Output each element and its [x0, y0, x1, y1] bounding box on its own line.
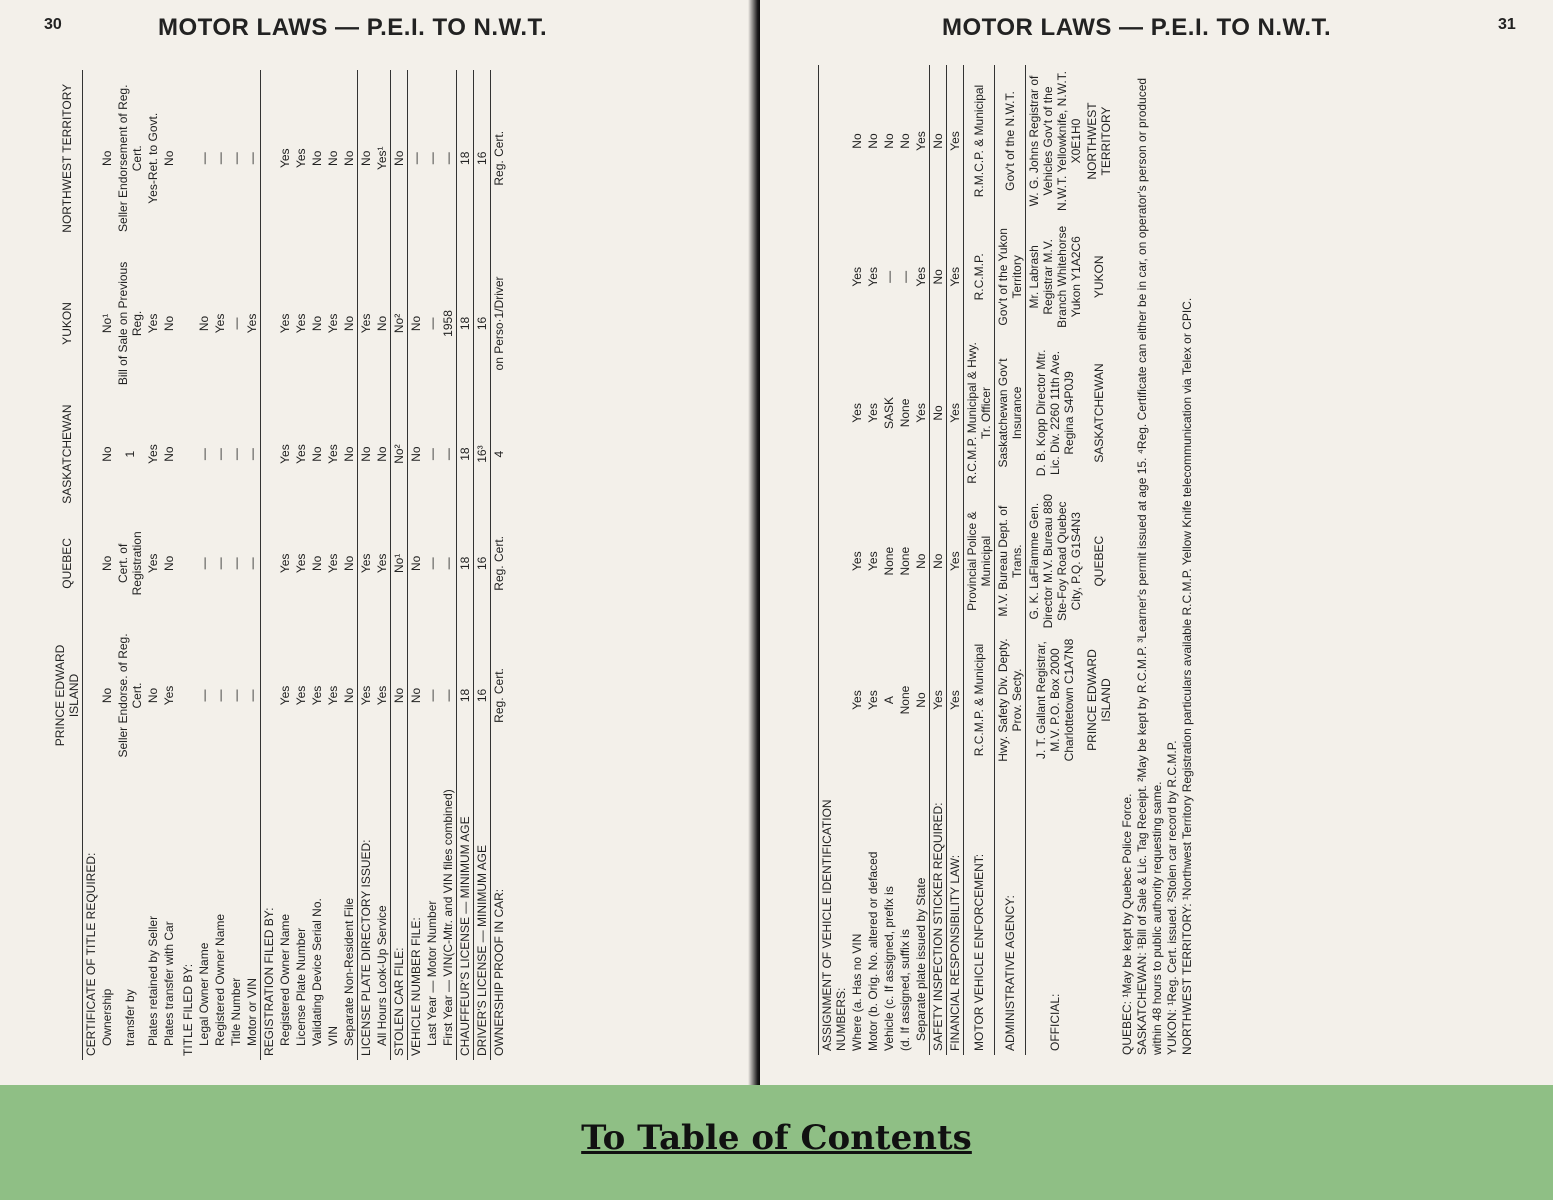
row-label: Vehicle (c. If assigned, prefix is: [882, 886, 896, 1051]
table-cell: —: [441, 152, 455, 165]
table-cell: Yes: [914, 131, 928, 151]
table-cell: Yes: [850, 403, 864, 423]
table-cell: No: [391, 70, 408, 247]
table-cell: Yes: [914, 267, 928, 287]
table-cell: None: [882, 546, 896, 576]
table-row: [995, 65, 1026, 1055]
table-cell: Seller Endorsement of Reg. Cert.: [116, 84, 144, 232]
table-cell: Gov't of the N.W.T.: [995, 65, 1026, 217]
column-header: PRINCE EDWARD ISLAND: [1085, 649, 1113, 751]
table-cell: Reg. Cert.: [491, 508, 508, 619]
table-cell: [261, 508, 278, 619]
table-row: [491, 70, 508, 1060]
table-cell: M.V. Bureau Dept. of Trans.: [995, 489, 1026, 633]
table-cell: 18: [457, 247, 474, 401]
table-row: [474, 70, 491, 1060]
table-cell: [177, 70, 196, 247]
table-cell: —: [245, 152, 259, 165]
table-cell: No: [162, 446, 176, 462]
table-cell: No: [850, 133, 864, 149]
table-cell: Yes: [326, 444, 340, 464]
table-cell: D. B. Kopp Director Mtr. Lic. Div. 2260 11th Ave. Regina S4P0J9: [1026, 337, 1085, 490]
table-cell: No: [162, 150, 176, 166]
footnote: QUEBEC: ¹May be kept by Quebec Police Force.: [1120, 793, 1134, 1055]
table-cell: Yes: [947, 489, 964, 633]
table-cell: No: [930, 65, 947, 217]
right-page: [760, 0, 1553, 1085]
table-cell: No: [342, 315, 356, 332]
row-label: transfer by: [123, 989, 137, 1046]
table-cell: [83, 619, 100, 772]
table-cell: No: [100, 150, 114, 166]
table-cell: Yes: [146, 553, 160, 574]
row-label: ASSIGNMENT OF VEHICLE IDENTIFICATION NUMBERS:: [819, 767, 850, 1055]
column-header: SASKATCHEWAN: [1092, 363, 1106, 463]
table-cell: Reg. Cert.: [491, 619, 508, 772]
table-cell: [819, 65, 850, 217]
table-cell: 16: [474, 619, 491, 772]
table-cell: Yes: [294, 444, 308, 464]
table-cell: Yes: [947, 633, 964, 767]
table-cell: Yes: [278, 313, 292, 334]
table-cell: —: [425, 152, 439, 165]
row-label: OWNERSHIP PROOF IN CAR:: [491, 772, 508, 1060]
table-cell: 4: [491, 400, 508, 507]
table-cell: —: [229, 448, 243, 461]
footnote: SASKATCHEWAN: ¹Bill of Sale & Lic. Tag Receipt. ²May be kept by R.C.M.P. ³Learner's permit issued at age 15. ⁴Reg. Certificate can either be in car, on operator's person or produced within 48 hours to public authority requesting same.: [1135, 77, 1164, 1055]
row-label: Registered Owner Name: [213, 913, 227, 1046]
table-cell: [261, 70, 278, 247]
table-row: [440, 70, 457, 1060]
table-cell: No: [408, 247, 425, 401]
table-cell: Mr. Labrash Registrar M.V. Branch Whitehorse Yukon Y1A2C6: [1026, 217, 1085, 337]
table-row: [309, 70, 325, 1060]
table-row: [865, 65, 881, 1055]
column-header: QUEBEC: [1092, 535, 1106, 587]
table-cell: Yes: [294, 685, 308, 706]
row-label: All Hours Look-Up Service: [375, 905, 389, 1046]
table-cell: No: [898, 133, 912, 149]
row-label: Ownership: [100, 988, 114, 1046]
table-cell: No: [342, 687, 356, 704]
table-cell: Yes: [375, 553, 389, 574]
table-cell: Yes: [866, 403, 880, 423]
table-row: [212, 70, 228, 1060]
table-cell: [83, 400, 100, 507]
table-cell: on Perso·1/Driver: [491, 247, 508, 401]
table-cell: Yes: [947, 337, 964, 490]
table-cell: No: [342, 555, 356, 572]
table-cell: Yes: [162, 685, 176, 706]
table-cell: Yes: [278, 148, 292, 169]
table-cell: [261, 247, 278, 401]
table-cell: —: [213, 152, 227, 165]
right-rotated-table: [818, 65, 1508, 1055]
table-cell: Yes: [326, 685, 340, 706]
table-cell: 16: [474, 70, 491, 247]
table-cell: —: [229, 689, 243, 702]
table-cell: —: [408, 70, 425, 247]
table-cell: —: [197, 152, 211, 165]
table-cell: A: [882, 696, 896, 705]
row-label: SAFETY INSPECTION STICKER REQUIRED:: [930, 767, 947, 1055]
row-label: Motor (b. Orig. No. altered or defaced: [866, 851, 880, 1051]
table-cell: Yes: [358, 619, 375, 772]
table-cell: [83, 508, 100, 619]
table-cell: Yes: [358, 508, 375, 619]
table-cell: Hwy. Safety Div. Depty. Prov. Secty.: [995, 633, 1026, 767]
table-cell: Yes: [866, 267, 880, 287]
table-cell: None: [898, 546, 912, 576]
table-cell: —: [441, 448, 455, 461]
table-cell: 18: [457, 70, 474, 247]
table-row: [177, 70, 196, 1060]
table-cell: R.C.M.P. Municipal & Hwy. Tr. Officer: [964, 337, 995, 490]
table-row: [424, 70, 440, 1060]
table-of-contents-link[interactable]: To Table of Contents: [581, 1118, 972, 1158]
table-cell: [261, 400, 278, 507]
left-rotated-table: [52, 70, 732, 1060]
table-cell: Cert. of Registration: [116, 531, 144, 596]
row-label: Registered Owner Name: [278, 913, 292, 1046]
table-cell: Yes: [310, 685, 324, 706]
table-cell: —: [197, 689, 211, 702]
row-label: FINANCIAL RESPONSIBILITY LAW:: [947, 767, 964, 1055]
table-cell: —: [245, 448, 259, 461]
row-label: Motor or VIN: [245, 977, 259, 1046]
table-cell: No: [100, 555, 114, 572]
table-cell: [819, 337, 850, 490]
table-cell: 16: [474, 508, 491, 619]
row-label: VIN: [326, 1025, 340, 1046]
table-cell: No: [914, 692, 928, 708]
table-cell: No: [391, 619, 408, 772]
table-row: [947, 65, 964, 1055]
table-cell: No: [342, 446, 356, 462]
table-cell: No: [375, 446, 389, 462]
table-cell: No: [162, 555, 176, 572]
table-cell: —: [245, 689, 259, 702]
table-cell: —: [425, 317, 439, 330]
table-cell: Yes: [914, 403, 928, 423]
table-cell: No: [930, 489, 947, 633]
table-cell: Yes: [326, 553, 340, 574]
page-number-left: 30: [44, 16, 62, 33]
table-cell: SASK: [882, 396, 896, 429]
table-cell: Yes: [245, 313, 259, 334]
motor-laws-table-left: [52, 70, 507, 1060]
motor-laws-table-right: [818, 65, 1114, 1055]
table-cell: Yes: [850, 551, 864, 571]
table-cell: [177, 400, 196, 507]
table-cell: R.C.M.P.: [964, 217, 995, 337]
table-row: [964, 65, 995, 1055]
table-cell: [83, 70, 100, 247]
row-label: Legal Owner Name: [197, 942, 211, 1046]
table-cell: No: [146, 687, 160, 704]
table-cell: R.C.M.P. & Municipal: [964, 633, 995, 767]
table-row: [358, 70, 375, 1060]
table-row: [849, 65, 865, 1055]
row-label: Last Year — Motor Number: [425, 900, 439, 1046]
header-spacer: [52, 772, 83, 1060]
table-cell: No: [408, 619, 425, 772]
table-cell: —: [425, 557, 439, 570]
table-cell: Yes¹: [375, 146, 389, 171]
row-label: Plates transfer with Car: [162, 921, 176, 1046]
column-header: PRINCE EDWARD ISLAND: [52, 619, 83, 772]
table-cell: Yes: [326, 313, 340, 334]
table-row: [913, 65, 930, 1055]
table-cell: Yes: [866, 690, 880, 710]
table-row: [457, 70, 474, 1060]
table-row: [277, 70, 293, 1060]
row-label: TITLE FILED BY:: [181, 963, 195, 1056]
table-cell: 1958: [441, 310, 455, 337]
table-cell: Yes: [947, 217, 964, 337]
table-cell: No: [326, 150, 340, 166]
table-cell: None: [898, 685, 912, 715]
table-cell: Yes: [146, 313, 160, 334]
table-cell: —: [197, 448, 211, 461]
table-row: [261, 70, 278, 1060]
table-cell: W. G. Johns Registrar of Vehicles Gov't of the N.W.T. Yellowknife, N.W.T. X0E1H0: [1026, 65, 1085, 217]
table-row: [115, 70, 145, 1060]
table-cell: No: [310, 555, 324, 572]
table-cell: 1: [123, 450, 137, 458]
left-page: [0, 0, 760, 1085]
table-cell: Gov't of the Yukon Territory: [995, 217, 1026, 337]
table-cell: [83, 247, 100, 401]
table-cell: [819, 489, 850, 633]
table-cell: Seller Endorse. of Reg. Cert.: [116, 633, 144, 758]
table-cell: Yes: [947, 65, 964, 217]
table-cell: No: [100, 687, 114, 704]
row-label: Title Number: [229, 977, 243, 1046]
table-row: [819, 65, 850, 1055]
table-cell: 18: [457, 400, 474, 507]
row-label: License Plate Number: [294, 927, 308, 1046]
table-cell: Yes: [278, 553, 292, 574]
table-cell: —: [229, 152, 243, 165]
table-row: [83, 70, 100, 1060]
table-cell: —: [245, 557, 259, 570]
table-cell: [177, 247, 196, 401]
table-cell: —: [882, 270, 896, 283]
table-cell: Yes: [850, 267, 864, 287]
table-cell: Bill of Sale on Previous Reg.: [116, 261, 144, 386]
table-cell: No: [408, 400, 425, 507]
table-cell: No: [882, 133, 896, 149]
table-cell: No: [162, 315, 176, 332]
table-cell: Yes: [294, 553, 308, 574]
table-cell: R.M.C.P. & Municipal: [964, 65, 995, 217]
column-header: YUKON: [52, 247, 83, 401]
table-cell: —: [229, 317, 243, 330]
table-cell: Yes-Ret. to Govt.: [146, 112, 160, 204]
table-cell: Yes: [866, 551, 880, 571]
row-label: (d. If assigned, suffix is: [898, 929, 912, 1051]
row-label: ADMINISTRATIVE AGENCY:: [995, 767, 1026, 1055]
row-label: First Year — VIN(C-Mtr. and VIN files combined): [441, 789, 455, 1046]
table-cell: No: [866, 133, 880, 149]
footnotes: [1120, 65, 1195, 1055]
table-cell: No: [930, 217, 947, 337]
table-row: [341, 70, 358, 1060]
table-row: [161, 70, 177, 1060]
header-spacer: [1084, 767, 1114, 1055]
row-label: Validating Device Serial No.: [310, 898, 324, 1046]
table-cell: —: [898, 270, 912, 283]
page-title-left: MOTOR LAWS — P.E.I. TO N.W.T.: [158, 14, 548, 41]
table-cell: No¹: [100, 313, 114, 334]
table-cell: Yes: [146, 444, 160, 464]
table-cell: [819, 633, 850, 767]
column-header: YUKON: [1092, 255, 1106, 299]
table-cell: No: [358, 400, 375, 507]
table-cell: No²: [391, 247, 408, 401]
table-cell: Yes: [930, 633, 947, 767]
column-header: NORTHWEST TERRITORY: [52, 70, 83, 247]
row-label: Plates retained by Seller: [146, 915, 160, 1046]
table-cell: No: [930, 337, 947, 490]
table-cell: Yes: [294, 148, 308, 169]
table-row: [244, 70, 261, 1060]
row-label: CERTIFICATE OF TITLE REQUIRED:: [83, 772, 100, 1060]
row-label: LICENSE PLATE DIRECTORY ISSUED:: [358, 772, 375, 1060]
table-cell: No: [310, 150, 324, 166]
table-row: [196, 70, 212, 1060]
table-cell: No: [408, 508, 425, 619]
table-cell: No: [914, 553, 928, 569]
table-row: [897, 65, 913, 1055]
table-cell: —: [441, 557, 455, 570]
table-cell: Yes: [278, 685, 292, 706]
row-label: OFFICIAL:: [1026, 767, 1085, 1055]
row-label: DRIVER'S LICENSE — MINIMUM AGE: [474, 772, 491, 1060]
table-row: [228, 70, 244, 1060]
row-label: VEHICLE NUMBER FILE:: [408, 772, 425, 1060]
row-label: MOTOR VEHICLE ENFORCEMENT:: [964, 767, 995, 1055]
table-cell: No: [310, 315, 324, 332]
page-title-right: MOTOR LAWS — P.E.I. TO N.W.T.: [942, 14, 1332, 41]
table-cell: Saskatchewan Gov't Insurance: [995, 337, 1026, 490]
table-row: [99, 70, 115, 1060]
table-cell: —: [213, 557, 227, 570]
table-footer-columns: [1084, 65, 1114, 1055]
table-cell: [177, 619, 196, 772]
table-cell: J. T. Gallant Registrar, M.V. P.O. Box 2000 Charlottetown C1A7N8: [1026, 633, 1085, 767]
table-row: [374, 70, 391, 1060]
row-label: REGISTRATION FILED BY:: [261, 772, 278, 1060]
table-cell: No: [375, 315, 389, 332]
table-row: [293, 70, 309, 1060]
table-cell: —: [213, 689, 227, 702]
column-header: SASKATCHEWAN: [52, 400, 83, 507]
table-cell: [819, 217, 850, 337]
table-cell: Yes: [375, 685, 389, 706]
table-cell: 18: [457, 619, 474, 772]
table-cell: 16: [474, 247, 491, 401]
table-cell: Yes: [294, 313, 308, 334]
table-cell: No: [197, 315, 211, 332]
table-cell: —: [213, 448, 227, 461]
table-cell: No: [100, 446, 114, 462]
row-label: Separate plate issued by State: [914, 877, 928, 1041]
table-cell: Yes: [278, 444, 292, 464]
table-cell: Yes: [213, 313, 227, 334]
table-cell: Yes: [850, 690, 864, 710]
table-cell: No¹: [391, 508, 408, 619]
table-cell: Provincial Police & Municipal: [964, 489, 995, 633]
footnote: YUKON: ¹Reg. Cert. issued. ²Stolen car record by R.C.M.P.: [1165, 740, 1179, 1055]
table-cell: None: [898, 398, 912, 428]
table-row: [1026, 65, 1085, 1055]
table-cell: No²: [391, 400, 408, 507]
footnote: NORTHWEST TERRITORY: ¹Northwest Territory Registration particulars available R.C.M.P. Yellow Knife telecommunication via Telex or CPIC.: [1180, 297, 1194, 1055]
table-row: [930, 65, 947, 1055]
table-row: [881, 65, 897, 1055]
table-cell: No: [358, 70, 375, 247]
table-cell: Yes: [358, 247, 375, 401]
table-cell: Reg. Cert.: [491, 70, 508, 247]
table-cell: [261, 619, 278, 772]
table-row: [145, 70, 161, 1060]
table-row: [408, 70, 425, 1060]
table-cell: —: [229, 557, 243, 570]
column-header: NORTHWEST TERRITORY: [1085, 102, 1113, 180]
page-number-right: 31: [1498, 16, 1516, 33]
row-label: Separate Non-Resident File: [342, 897, 356, 1046]
table-row: [391, 70, 408, 1060]
table-cell: 18: [457, 508, 474, 619]
table-cell: G. K. LaFlamme Gen. Director M.V. Bureau 880 Ste-Foy Road Quebec City, P.Q. G1S4N3: [1026, 489, 1085, 633]
table-cell: No: [342, 150, 356, 166]
table-header: [52, 70, 83, 1060]
row-label: STOLEN CAR FILE:: [391, 772, 408, 1060]
table-row: [325, 70, 341, 1060]
table-cell: —: [441, 689, 455, 702]
table-cell: 16³: [474, 400, 491, 507]
table-cell: [177, 508, 196, 619]
row-label: CHAUFFEUR'S LICENSE — MINIMUM AGE: [457, 772, 474, 1060]
column-header: QUEBEC: [52, 508, 83, 619]
table-cell: —: [425, 448, 439, 461]
table-cell: —: [197, 557, 211, 570]
row-label: Where (a. Has no VIN: [850, 933, 864, 1051]
table-cell: No: [310, 446, 324, 462]
table-cell: —: [425, 689, 439, 702]
